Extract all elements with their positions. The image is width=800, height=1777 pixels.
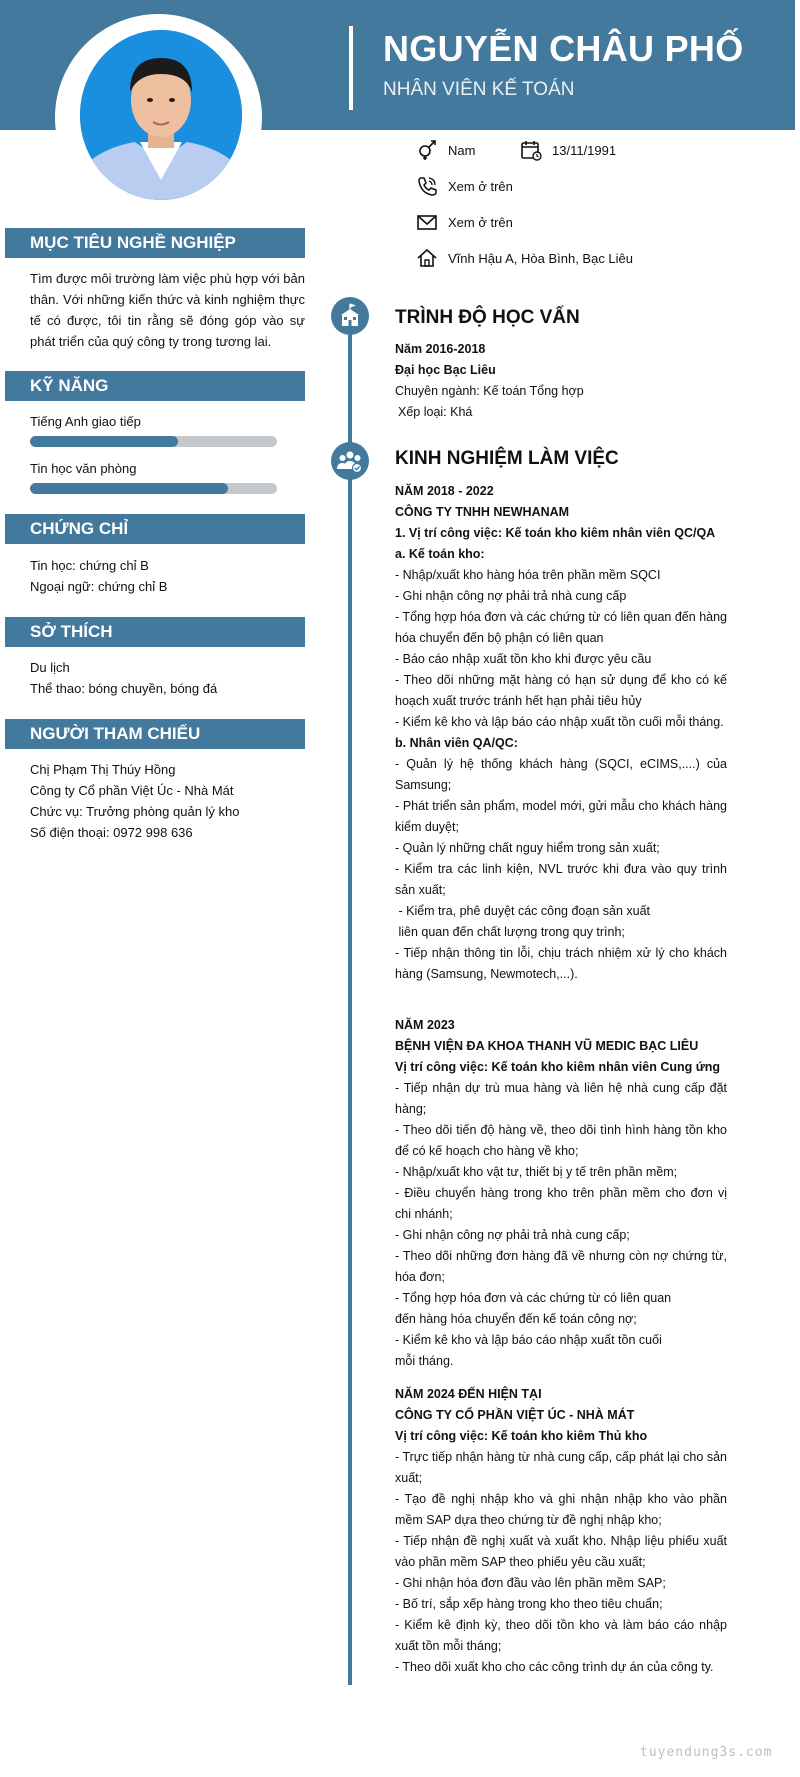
experience-job-3 (395, 1384, 727, 1678)
job-duty: đến hàng hóa chuyển đến kế toán công nợ; (395, 1312, 637, 1326)
email-value: Xem ở trên (448, 214, 513, 230)
objective-heading: MỤC TIÊU NGHỀ NGHIỆP (5, 228, 305, 258)
watermark: tuyendung3s.com (640, 1745, 773, 1760)
job-duty: - Phát triển sản phẩm, model mới, gửi mẫu cho khách hàng kiểm duyệt; (395, 799, 727, 834)
job-duty: - Ghi nhận công nợ phải trả nhà cung cấp (395, 589, 627, 603)
job-duty: - Quản lý hệ thống khách hàng (SQCI, eCIMS,....) của Samsung; (395, 757, 727, 792)
skill-bar-office (30, 483, 277, 494)
job-duty: - Báo cáo nhập xuất tồn kho khi được yêu cầu (395, 652, 652, 666)
job-title: NHÂN VIÊN KẾ TOÁN (383, 79, 575, 100)
certificate-line: Ngoại ngữ: chứng chỉ B (30, 579, 168, 594)
school-icon (331, 297, 369, 335)
hobbies-list (30, 657, 305, 699)
education-heading: TRÌNH ĐỘ HỌC VẤN (395, 307, 580, 328)
header-divider (349, 26, 353, 110)
job-duty: - Quản lý những chất nguy hiểm trong sản xuất; (395, 841, 660, 855)
skill-label-english: Tiếng Anh giao tiếp (30, 414, 141, 429)
job-duty: - Theo dõi tiến độ hàng về, theo dõi tình hình hàng tồn kho để có kế hoạch cho hàng về kho; (395, 1123, 727, 1158)
certificates-heading: CHỨNG CHỈ (5, 514, 305, 544)
mail-icon (416, 211, 438, 233)
education-rank: Xếp loại: Khá (398, 405, 473, 419)
job-duty: - Trực tiếp nhận hàng từ nhà cung cấp, cấp phát lại cho sản xuất; (395, 1450, 727, 1485)
job-duty: - Tạo đề nghị nhập kho và ghi nhận nhập kho vào phần mềm SAP dựa theo chứng từ đề nghị nhập kho; (395, 1492, 727, 1527)
education-details (395, 339, 727, 423)
references-heading: NGƯỜI THAM CHIẾU (5, 719, 305, 749)
home-icon (416, 247, 438, 269)
gender-icon (416, 139, 438, 161)
experience-timeline-icon (331, 442, 369, 480)
job-subheading: b. Nhân viên QA/QC: (395, 736, 518, 750)
contact-phone (416, 175, 513, 197)
certificates-list (30, 555, 305, 597)
reference-line: Chức vụ: Trưởng phòng quản lý kho (30, 804, 240, 819)
skill-label-office: Tin học văn phòng (30, 461, 137, 476)
job-duty: - Kiểm kê kho và lập báo cáo nhập xuất tồn cuối mỗi tháng. (395, 715, 724, 729)
job-duty: - Ghi nhận hóa đơn đầu vào lên phần mềm SAP; (395, 1576, 666, 1590)
job-duty: - Tiếp nhận dự trù mua hàng và liên hệ nhà cung cấp đặt hàng; (395, 1081, 727, 1116)
job-period: NĂM 2023 (395, 1018, 455, 1032)
objective-text: Tìm được môi trường làm việc phù hợp với bản thân. Với những kiến thức và kinh nghiệm thực tế có được, tôi tin rằng sẽ đóng góp vào sự phát triển của quý công ty trong tương lai. (30, 271, 305, 349)
job-company: CÔNG TY CỔ PHẦN VIỆT ÚC - NHÀ MÁT (395, 1408, 635, 1422)
hobbies-heading: SỞ THÍCH (5, 617, 305, 647)
contact-address (416, 247, 633, 269)
education-years: Năm 2016-2018 (395, 342, 486, 356)
portrait-photo (80, 30, 242, 200)
job-duty: mỗi tháng. (395, 1354, 454, 1368)
address-value: Vĩnh Hậu A, Hòa Bình, Bạc Liêu (448, 250, 634, 266)
avatar (80, 30, 242, 200)
reference-line: Chị Phạm Thị Thúy Hồng (30, 762, 176, 777)
birthdate-value: 13/11/1991 (552, 142, 617, 158)
job-company: CÔNG TY TNHH NEWHANAM (395, 505, 570, 519)
job-position: Vị trí công việc: Kế toán kho kiêm nhân viên Cung ứng (395, 1060, 721, 1074)
job-duty: - Theo dõi những đơn hàng đã về nhưng còn nợ chứng từ, hóa đơn; (395, 1249, 727, 1284)
job-duty: - Tổng hợp hóa đơn và các chứng từ có liên quan (395, 1291, 672, 1305)
hobby-line: Thể thao: bóng chuyền, bóng đá (30, 681, 218, 696)
job-duty: - Nhập/xuất kho hàng hóa trên phần mềm SQCI (395, 568, 661, 582)
contact-email (416, 211, 513, 233)
contact-birthdate (520, 139, 616, 161)
job-position: Vị trí công việc: Kế toán kho kiêm Thủ kho (395, 1429, 648, 1443)
candidate-name: NGUYỄN CHÂU PHỐ (383, 28, 744, 69)
phone-value: Xem ở trên (448, 178, 513, 194)
hobby-line: Du lịch (30, 660, 70, 675)
job-period: NĂM 2018 - 2022 (395, 484, 494, 498)
skill-bar-english (30, 436, 277, 447)
job-duty: liên quan đến chất lượng trong quy trình; (395, 925, 625, 939)
job-duty: - Kiểm tra, phê duyệt các công đoạn sản xuất (395, 904, 651, 918)
job-duty: - Tổng hợp hóa đơn và các chứng từ có liên quan đến hàng hóa chuyển đến bộ phận có liên quan (395, 610, 727, 645)
job-duty: - Kiểm kê kho và lập báo cáo nhập xuất tồn cuối (395, 1333, 662, 1347)
education-major: Chuyên ngành: Kế toán Tổng hợp (395, 384, 584, 398)
skill-fill-english (30, 436, 178, 447)
job-company: BỆNH VIỆN ĐA KHOA THANH VŨ MEDIC BẠC LIÊU (395, 1039, 699, 1053)
phone-icon (416, 175, 438, 197)
job-duty: - Theo dõi những mặt hàng có hạn sử dụng để kho có kế hoạch xuất trước tránh hết hạn phải tiêu hủy (395, 673, 727, 708)
job-duty: - Điều chuyển hàng trong kho trên phần mềm cho đơn vị chi nhánh; (395, 1186, 727, 1221)
experience-job-2 (395, 1015, 727, 1372)
job-subheading: a. Kế toán kho: (395, 547, 485, 561)
job-duty: - Bố trí, sắp xếp hàng trong kho theo tiêu chuẩn; (395, 1597, 663, 1611)
references-list (30, 759, 305, 843)
job-duty: - Kiểm kê định kỳ, theo dõi tồn kho và làm báo cáo nhập xuất tồn mỗi tháng; (395, 1618, 727, 1653)
team-icon (331, 442, 369, 480)
gender-value: Nam (448, 142, 476, 158)
certificate-line: Tin học: chứng chỉ B (30, 558, 149, 573)
reference-line: Công ty Cổ phần Việt Úc - Nhà Mát (30, 783, 234, 798)
education-timeline-icon (331, 297, 369, 335)
timeline-line (348, 315, 352, 1685)
job-period: NĂM 2024 ĐẾN HIỆN TẠI (395, 1387, 542, 1401)
skills-heading: KỸ NĂNG (5, 371, 305, 401)
experience-job-1 (395, 481, 727, 985)
reference-line: Số điện thoại: 0972 998 636 (30, 825, 193, 840)
job-duty: - Nhập/xuất kho vật tư, thiết bị y tế trên phần mềm; (395, 1165, 678, 1179)
job-duty: - Theo dõi xuất kho cho các công trình dự án của công ty. (395, 1660, 714, 1674)
job-duty: - Ghi nhận công nợ phải trả nhà cung cấp; (395, 1228, 630, 1242)
calendar-icon (520, 139, 542, 161)
contact-gender (416, 139, 475, 161)
job-duty: - Kiểm tra các linh kiện, NVL trước khi đưa vào quy trình sản xuất; (395, 862, 727, 897)
experience-heading: KINH NGHIỆM LÀM VIỆC (395, 448, 619, 469)
job-duty: - Tiếp nhận thông tin lỗi, chịu trách nhiệm xử lý cho khách hàng (Samsung, Newmotech,...). (395, 946, 727, 981)
job-duty: - Tiếp nhận đề nghị xuất và xuất kho. Nhập liệu phiếu xuất vào phần mềm SAP theo phiếu yêu cầu xuất; (395, 1534, 727, 1569)
skill-fill-office (30, 483, 228, 494)
job-position: 1. Vị trí công việc: Kế toán kho kiêm nhân viên QC/QA (395, 526, 716, 540)
education-school: Đại học Bạc Liêu (395, 363, 496, 377)
